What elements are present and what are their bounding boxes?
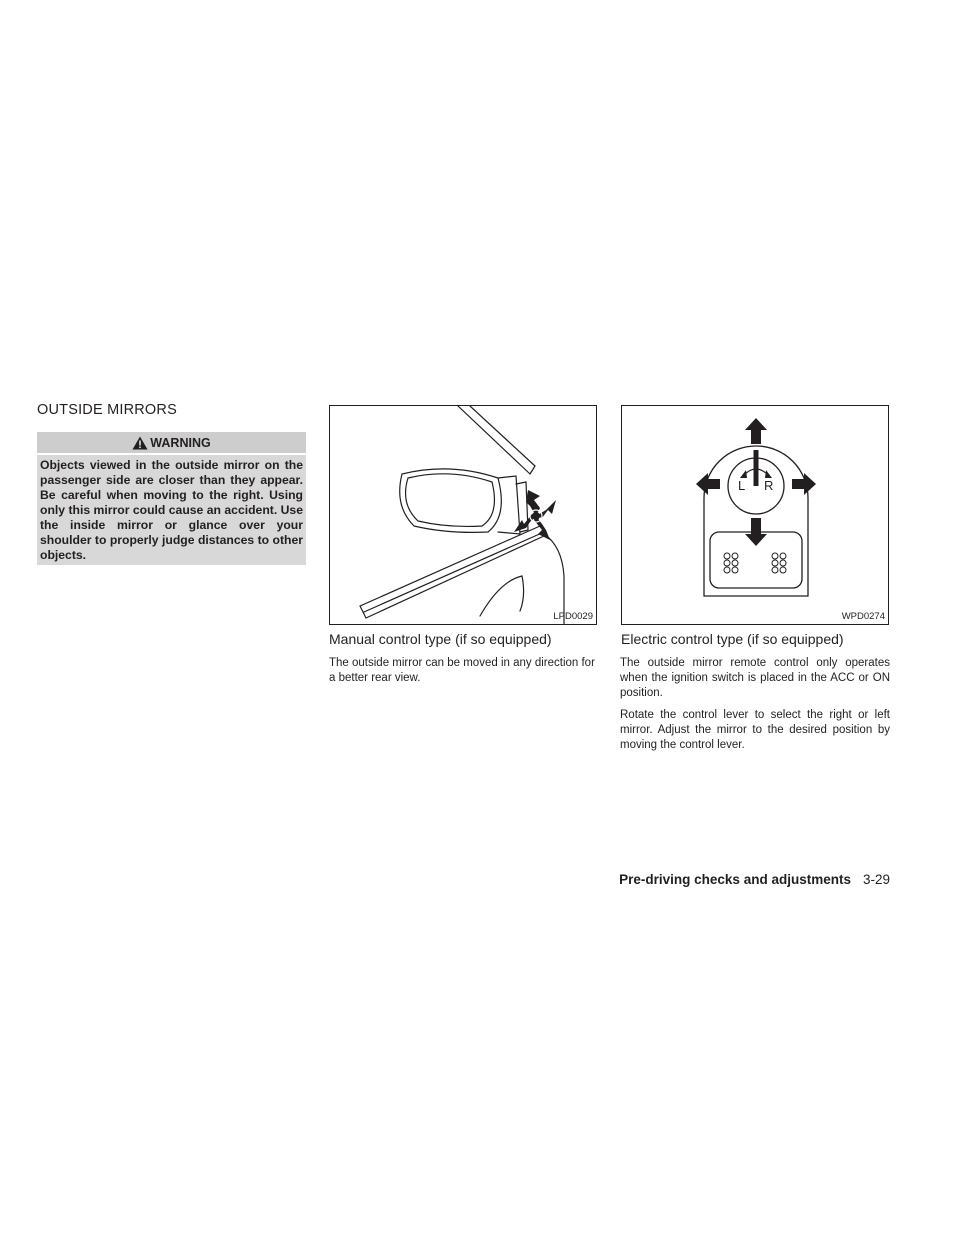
electric-text-2: Rotate the control lever to select the right or left mirror. Adjust the mirror to the desired position by moving the control lever.: [620, 709, 890, 751]
electric-switch-illustration: [622, 406, 888, 624]
electric-mirror-figure: [621, 405, 889, 625]
manual-figure-code: LPD0029: [553, 611, 593, 622]
warning-text: Objects viewed in the outside mirror on the passenger side are closer than they appear. Be careful when moving to the right. Using only this mirror could cause an accident. Use the inside mirror or glance over your shoulder to properly judge distances to other objects.: [40, 458, 303, 562]
warning-triangle-icon: [132, 436, 148, 450]
arrow-right-icon: [792, 473, 816, 495]
arrow-left-icon: [696, 473, 720, 495]
manual-subtitle: Manual control type (if so equipped): [329, 631, 552, 647]
electric-subtitle: Electric control type (if so equipped): [621, 631, 844, 647]
warning-box: [37, 432, 306, 565]
footer-chapter: Pre-driving checks and adjustments: [619, 872, 851, 887]
electric-figure-code: WPD0274: [841, 611, 885, 622]
manual-mirror-figure: [329, 405, 597, 625]
manual-text: The outside mirror can be moved in any direction for a better rear view.: [329, 657, 595, 684]
warning-header: [37, 432, 306, 455]
electric-text-1: The outside mirror remote control only operates when the ignition switch is placed in the ACC or ON position.: [620, 657, 890, 699]
manual-mirror-illustration: [330, 406, 596, 624]
footer-page-number: 3-29: [862, 872, 890, 887]
warning-label: WARNING: [150, 435, 211, 450]
arrow-up-icon: [745, 418, 767, 444]
switch-right-label: R: [764, 478, 774, 493]
section-title: OUTSIDE MIRRORS: [37, 402, 177, 418]
page-footer: [619, 872, 890, 887]
switch-left-label: L: [738, 478, 746, 493]
